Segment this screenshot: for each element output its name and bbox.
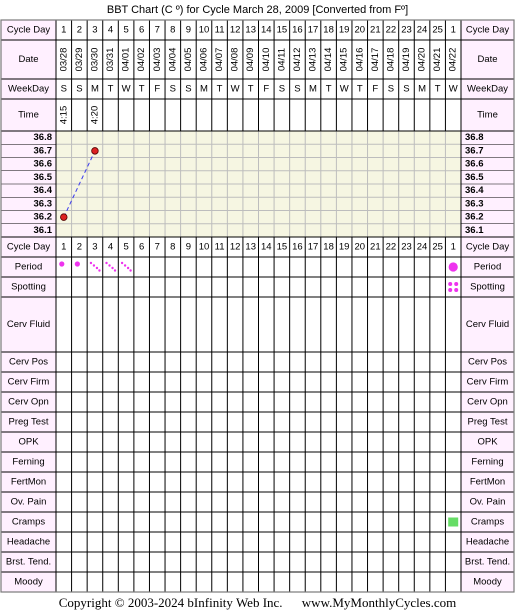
cycle-day-mid: 7 [154,241,160,253]
row-label-left-time: Time [18,109,39,121]
date-label: 04/04 [167,47,179,72]
period-marker [105,262,116,272]
spotting-marker-dot [448,288,452,292]
row-label-right-cerv-pos: Cerv Pos [467,356,508,368]
cycle-day-top: 20 [354,24,366,36]
period-marker [121,262,132,272]
date-label: 04/19 [400,47,412,72]
cycle-day-mid: 25 [432,241,443,253]
weekday-label: S [278,83,286,95]
cycle-day-top: 25 [432,24,443,36]
cycle-day-mid: 8 [170,241,176,253]
period-marker-dot [111,267,113,269]
temp-point [60,214,67,221]
cycle-day-top: 8 [170,24,176,36]
date-label: 04/15 [338,47,350,72]
date-label: 03/28 [58,47,70,72]
row-label-right-spotting: Spotting [470,281,505,293]
period-marker-dot [90,262,92,264]
cycle-day-mid: 24 [416,241,428,253]
temp-label-right: 36.2 [465,211,484,223]
row-label-right-cerv-opn: Cerv Opn [467,396,508,408]
weekday-label: F [372,83,379,95]
row-label-right-date: Date [477,54,498,65]
cycle-day-top: 22 [385,24,397,36]
period-marker-dot [127,267,129,269]
weekday-label: T [325,83,332,95]
cycle-day-mid: 3 [92,241,98,253]
spotting-marker [448,282,458,292]
temp-label-right: 36.8 [465,132,484,144]
period-marker [59,261,64,266]
cycle-day-mid: 22 [385,241,397,253]
date-label: 04/13 [307,47,319,72]
weekday-label: T [247,83,254,95]
period-marker [90,262,101,272]
weekday-label: F [263,83,270,95]
site-link[interactable]: www.MyMonthlyCycles.com [301,595,457,610]
cycle-day-mid: 6 [139,241,145,253]
row-label-left-cerv-fluid: Cerv Fluid [6,319,51,330]
period-marker-dot [108,264,110,266]
cycle-day-mid: 11 [214,241,225,253]
cycle-day-mid: 13 [245,241,257,253]
period-marker [75,261,80,266]
cycle-day-top: 1 [450,24,456,36]
date-label: 03/30 [89,47,101,72]
date-label: 04/14 [323,47,335,72]
temp-label-left: 36.4 [33,185,52,197]
cycle-day-mid: 21 [370,241,381,253]
row-label-right-preg-test: Preg Test [467,416,508,428]
cycle-day-mid: 17 [307,241,319,253]
row-label-left-date: Date [18,54,39,65]
weekday-label: S [403,83,410,95]
cycle-day-mid: 20 [354,241,366,253]
cycle-day-top: 2 [76,24,83,36]
row-label-left-ov-pain: Ov. Pain [10,496,47,508]
row-label-left-cycle-day: Cycle Day [6,24,51,36]
date-label: 04/18 [385,47,397,72]
row-label-left-cerv-firm: Cerv Firm [7,376,50,388]
weekday-label: W [230,83,240,95]
temp-label-right: 36.1 [465,224,484,236]
cycle-day-top: 15 [276,24,288,36]
spotting-marker-dot [454,288,458,292]
weekday-label: T [216,83,223,95]
cycle-day-top: 11 [214,24,225,36]
weekday-label: S [387,83,395,95]
row-label-left-moody: Moody [14,576,43,588]
date-label: 04/22 [447,47,459,72]
weekday-label: T [434,83,441,95]
cycle-day-top: 16 [292,24,303,36]
cycle-day-top: 4 [107,24,114,36]
weekday-label: T [356,83,363,95]
row-label-left-preg-test: Preg Test [8,416,49,428]
date-label: 04/09 [245,47,257,72]
date-label: 04/16 [354,47,366,72]
date-label: 04/10 [260,47,272,72]
chart-title: BBT Chart (C º) for Cycle March 28, 2009 [Converted from Fº] [106,4,409,16]
weekday-label: S [169,83,176,95]
temp-label-right: 36.7 [465,145,484,157]
date-label: 04/11 [276,47,288,72]
weekday-label: S [60,83,67,95]
cycle-day-mid: 4 [107,241,114,253]
cycle-day-mid: 16 [292,241,303,253]
cycle-day-top: 5 [123,24,129,36]
row-label-right-fertmon: FertMon [469,476,506,488]
cycle-day-top: 6 [139,24,145,36]
period-marker-dot [114,269,116,271]
cycle-day-mid: 1 [450,241,456,253]
temp-label-right: 36.3 [465,198,484,210]
row-label-left-period: Period [14,261,43,273]
time-label: 4:15 [58,105,70,125]
date-label: 04/01 [120,47,132,72]
row-label-right-cycle-day: Cycle Day [465,241,510,253]
row-label-left-weekday: WeekDay [7,83,50,95]
cycle-day-mid: 19 [338,241,350,253]
row-label-right-ferning: Ferning [471,456,504,468]
cycle-day-top: 21 [370,24,381,36]
date-label: 04/08 [229,47,241,72]
row-label-left-cycle-day: Cycle Day [6,241,51,253]
period-marker-dot [98,269,100,271]
row-label-right-cycle-day: Cycle Day [465,24,510,36]
temp-label-right: 36.4 [465,185,484,197]
row-label-left-cerv-pos: Cerv Pos [8,356,49,368]
period-marker-dot [93,264,95,266]
row-label-right-opk: OPK [477,436,498,448]
cycle-day-top: 24 [416,24,428,36]
date-label: 04/21 [432,47,444,72]
period-marker [449,262,458,271]
date-label: 04/07 [214,47,226,72]
cycle-day-top: 23 [401,24,412,36]
row-label-left-fertmon: FertMon [10,476,47,488]
row-label-left-ferning: Ferning [12,456,45,468]
row-label-right-weekday: WeekDay [466,83,509,95]
weekday-label: W [339,83,349,95]
footer [0,594,515,612]
date-label: 04/20 [416,47,428,72]
weekday-label: S [185,83,192,95]
cycle-day-top: 18 [323,24,334,36]
date-label: 03/31 [105,47,117,72]
cycle-day-mid: 23 [401,241,412,253]
cycle-day-mid: 9 [185,241,192,253]
row-label-right-cerv-firm: Cerv Firm [466,376,509,388]
cycle-day-top: 14 [260,24,272,36]
weekday-label: M [200,83,208,95]
date-label: 04/03 [151,47,163,72]
date-label: 04/06 [198,47,210,72]
row-label-left-cramps: Cramps [11,516,46,528]
weekday-label: M [309,83,317,95]
row-label-right-cramps: Cramps [470,516,505,528]
cycle-day-mid: 12 [229,241,241,253]
temp-label-left: 36.3 [33,198,52,210]
row-label-left-opk: OPK [18,436,39,448]
cycle-day-top: 1 [61,24,67,36]
cramps-marker [448,518,458,527]
temp-point [92,148,99,155]
row-label-right-ov-pain: Ov. Pain [469,496,506,508]
spotting-marker-dot [448,282,452,286]
cycle-day-mid: 5 [123,241,129,253]
date-label: 04/12 [291,47,303,72]
row-label-left-cerv-opn: Cerv Opn [8,396,49,408]
cycle-day-top: 3 [92,24,98,36]
cycle-day-top: 12 [229,24,241,36]
row-label-right-time: Time [477,109,498,121]
weekday-label: M [418,83,427,95]
weekday-label: W [121,83,131,95]
cycle-day-mid: 14 [260,241,272,253]
cycle-day-top: 9 [185,24,192,36]
cycle-day-top: 19 [338,24,350,36]
row-label-left-headache: Headache [6,536,51,548]
cycle-day-top: 7 [154,24,160,36]
period-marker-dot [96,267,98,269]
period-marker-dot [105,262,107,264]
date-label: 04/05 [182,47,194,72]
row-label-right-moody: Moody [473,576,502,588]
weekday-label: S [294,83,301,95]
period-marker-dot [121,262,123,264]
date-label: 04/02 [136,47,148,72]
temp-label-right: 36.6 [465,158,484,170]
weekday-label: T [107,83,114,95]
temp-label-left: 36.8 [33,132,52,144]
weekday-label: M [90,83,99,95]
temp-label-left: 36.6 [33,158,52,170]
cycle-day-mid: 2 [76,241,83,253]
time-label: 4:20 [89,105,101,125]
row-label-left-spotting: Spotting [11,281,46,293]
row-label-right-cerv-fluid: Cerv Fluid [465,319,510,330]
temp-label-left: 36.2 [33,211,52,223]
cycle-day-top: 13 [245,24,257,36]
temp-label-left: 36.1 [33,224,52,236]
row-label-right-period: Period [473,261,502,273]
date-label: 04/17 [369,47,381,72]
cycle-day-mid: 15 [276,241,288,253]
copyright-text: Copyright © 2003-2024 bInfinity Web Inc. [58,595,283,610]
date-label: 03/29 [73,47,85,72]
temp-label-left: 36.5 [33,171,52,183]
spotting-marker-dot [454,282,458,286]
cycle-day-mid: 1 [61,241,67,253]
weekday-label: T [138,83,145,95]
period-marker-dot [129,269,131,271]
cycle-day-top: 17 [307,24,319,36]
outer-border [1,20,514,592]
cycle-day-mid: 18 [323,241,334,253]
period-marker-dot [124,264,126,266]
row-label-right-brst-tend: Brst. Tend. [464,556,511,568]
temp-label-left: 36.7 [33,145,52,157]
cycle-day-mid: 10 [198,241,210,253]
row-label-left-brst-tend: Brst. Tend. [5,556,52,568]
row-label-right-headache: Headache [465,536,510,548]
weekday-label: W [448,83,458,95]
cycle-day-top: 10 [198,24,210,36]
weekday-label: S [76,83,83,95]
weekday-label: F [154,83,161,95]
temp-label-right: 36.5 [465,171,484,183]
